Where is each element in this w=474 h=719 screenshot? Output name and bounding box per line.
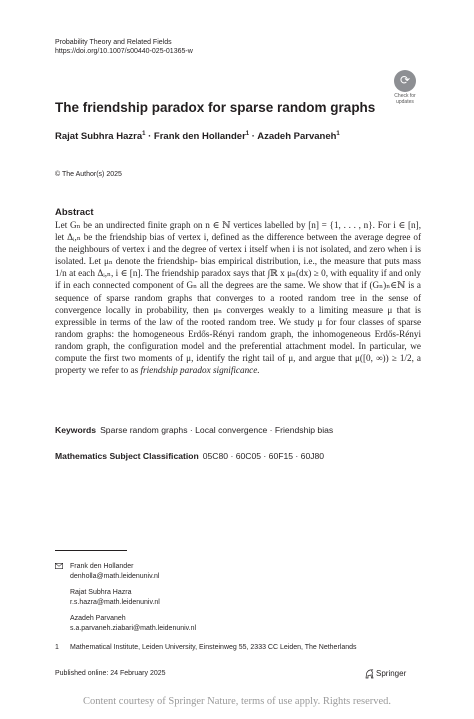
springer-horse-icon [365, 669, 374, 679]
published-date: Published online: 24 February 2025 [55, 670, 166, 677]
abstract-line: friendship paradox significance. [140, 365, 260, 376]
doi-link[interactable]: https://doi.org/10.1007/s00440-025-01365-w [55, 48, 193, 55]
author-affiliation-sup: 1 [142, 131, 146, 137]
abstract-body [55, 219, 421, 376]
contact-name: Frank den Hollander [70, 563, 134, 570]
contact-email[interactable]: denholla@math.leidenuniv.nl [70, 572, 160, 580]
courtesy-watermark: Content courtesy of Springer Nature, terms of use apply. Rights reserved. [82, 696, 392, 707]
abstract-line: itself when i is not isolated, and zero when i is isolated. Let μₙ denote the friendship- [55, 244, 421, 267]
abstract-line: μ for four classes of sparse random graphs: the homogeneous Erdős-Rényi random [55, 316, 422, 339]
abstract-heading: Abstract [55, 207, 94, 218]
abstract-line: graph, the inhomogeneous Erdős-Rényi random graph, the configuration model and [55, 328, 422, 351]
affiliation-text: Mathematical Institute, Leiden University, Einsteinweg 55, 2333 CC Leiden, The Netherlands [70, 644, 357, 651]
abstract-text [55, 219, 421, 376]
abstract-line: the preferential attachment model. In particular, we compute the first two moments of [55, 340, 422, 364]
abstract-line: measure μ that is expressible in terms of the law of the rooted random tree. We study [55, 304, 422, 327]
abstract-line: μ, identify the right tail of μ, and argue that μ([0, ∞)) ≥ 1/2, a property we refer to as [55, 353, 421, 376]
refresh-icon: ⟳ [394, 70, 416, 92]
author-name: Rajat Subhra Hazra [55, 131, 143, 143]
abstract-line: The friendship paradox says that ∫ℝ x μₙ(dx) ≥ 0, with equality if and only if in each [55, 268, 421, 291]
abstract-line: bias empirical distribution, i.e., the measure that puts mass 1/n at each Δᵢ,ₙ, i ∈ [n]. [55, 256, 422, 279]
affiliation-number: 1 [55, 644, 59, 651]
author-separator: · [145, 131, 154, 143]
abstract-line: For i ∈ [n], let Δᵢ,ₙ be the friendship bias of vertex i, defined as the difference [55, 220, 421, 243]
msc-label: Mathematics Subject Classification [55, 451, 199, 461]
publisher-logo [365, 669, 406, 679]
author-affiliation-sup: 1 [245, 131, 250, 137]
check-for-updates-label: Check for updates [394, 93, 416, 105]
keywords-text: Sparse random graphs · Local convergence · Friendship bias [100, 425, 334, 435]
contact-name: Rajat Subhra Hazra [70, 589, 132, 596]
contact-name: Azadeh Parvaneh [70, 615, 126, 622]
publisher-name: Springer [376, 669, 407, 679]
author-name: Frank den Hollander [153, 131, 246, 143]
keywords-label: Keywords [55, 425, 97, 435]
article-title: The friendship paradox for sparse random graphs [55, 100, 376, 115]
author-separator: · [249, 131, 258, 143]
copyright-notice: © The Author(s) 2025 [55, 171, 122, 178]
abstract-line: between the average degree of the neighbours of vertex i and the degree of vertex i [55, 232, 422, 255]
footnote-divider [55, 550, 127, 551]
check-for-updates-badge[interactable] [390, 70, 420, 105]
abstract-line: Let Gₙ be an undirected finite graph on n ∈ ℕ vertices labelled by [n] = {1, . . . , n}. [55, 220, 375, 230]
abstract-line: connected component of Gₙ all the degrees are the same. We show that if (Gₙ)ₙ∈ℕ [92, 280, 406, 291]
journal-name: Probability Theory and Related Fields [55, 39, 172, 46]
author-list [55, 131, 340, 142]
mail-icon [55, 563, 63, 569]
contact-email[interactable]: r.s.hazra@math.leidenuniv.nl [70, 598, 160, 606]
journal-header [55, 38, 193, 56]
keywords [55, 425, 333, 435]
abstract-line: sense of convergence locally in probability, then μₙ converges weakly to a limiting [55, 292, 422, 315]
msc-codes: 05C80 · 60C05 · 60F15 · 60J80 [202, 451, 325, 461]
author-affiliation-sup: 1 [336, 131, 340, 137]
author-name: Azadeh Parvaneh [257, 131, 337, 143]
subject-classification [55, 451, 324, 461]
abstract-line: is a sequence of sparse random graphs that converges to a rooted random tree in the [55, 280, 421, 303]
contact-email[interactable]: s.a.parvaneh.ziabari@math.leidenuniv.nl [70, 624, 197, 632]
